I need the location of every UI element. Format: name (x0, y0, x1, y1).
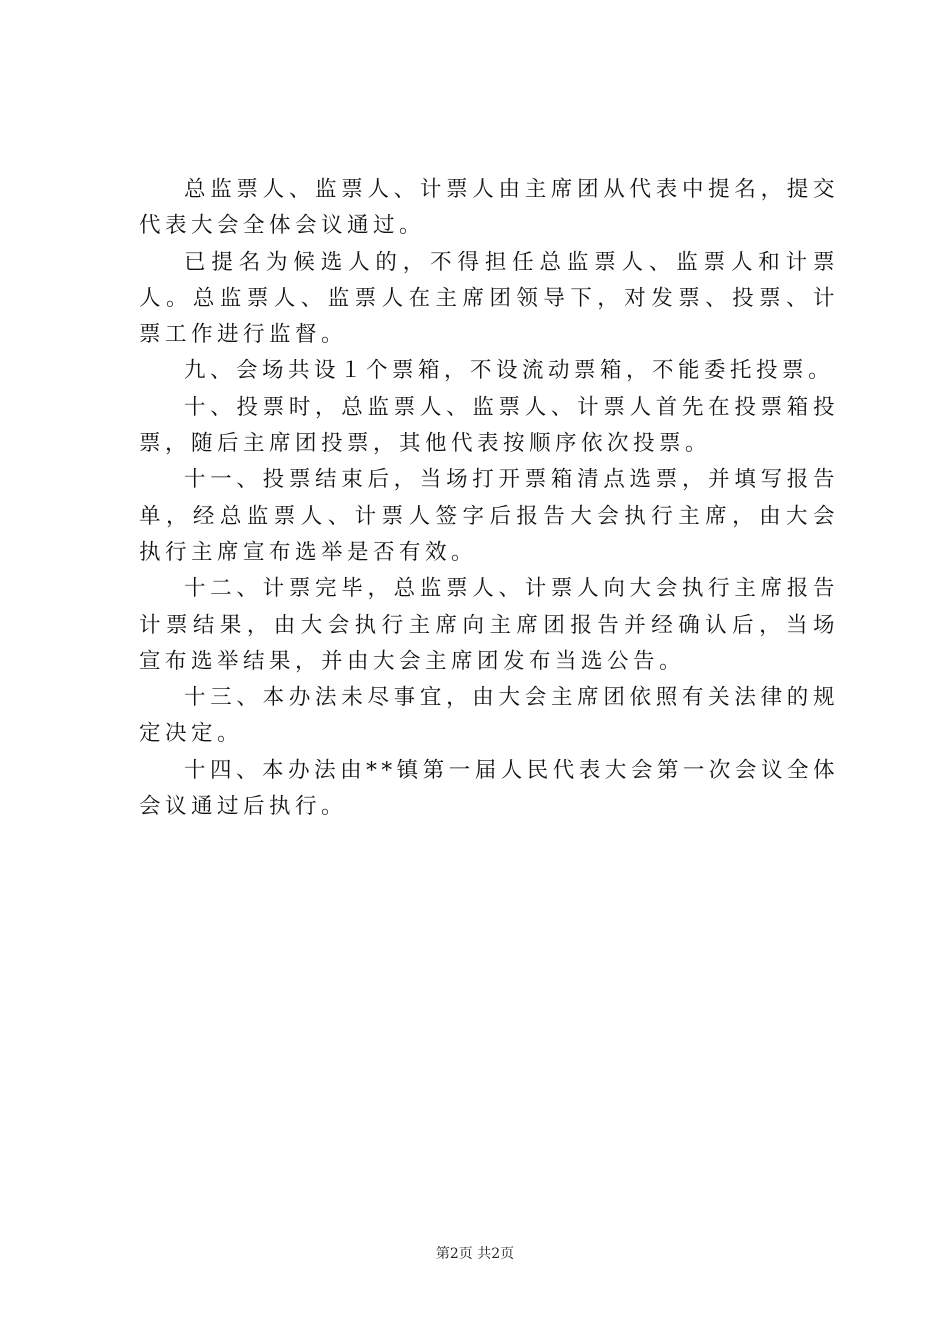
document-body (139, 172, 839, 825)
paragraph-ballot-box: 九、会场共设１个票箱，不设流动票箱，不能委托投票。 (184, 358, 835, 384)
paragraph-ballot-count: 十一、投票结束后，当场打开票箱清点选票，并填写报告单，经总监票人、计票人签字后报告大会执行主席，由大会执行主席宣布选举是否有效。 (139, 467, 839, 565)
paragraph-candidate-restriction: 已提名为候选人的，不得担任总监票人、监票人和计票人。总监票人、监票人在主席团领导下，对发票、投票、计票工作进行监督。 (139, 249, 839, 348)
paragraph-vote-officials: 总监票人、监票人、计票人由主席团从代表中提名，提交代表大会全体会议通过。 (139, 177, 839, 239)
paragraph-voting-order: 十、投票时，总监票人、监票人、计票人首先在投票箱投票，随后主席团投票，其他代表按顺序依次投票。 (139, 394, 839, 457)
paragraph-result-report: 十二、计票完毕，总监票人、计票人向大会执行主席报告计票结果，由大会执行主席向主席团报告并经确认后，当场宣布选举结果，并由大会主席团发布当选公告。 (139, 576, 839, 674)
paragraph-effective-clause: 十四、本办法由**镇第一届人民代表大会第一次会议全体会议通过后执行。 (139, 757, 839, 820)
page-footer: 第2页 共2页 (435, 1246, 515, 1262)
paragraph-unresolved-matters: 十三、本办法未尽事宜，由大会主席团依照有关法律的规定决定。 (139, 685, 839, 747)
